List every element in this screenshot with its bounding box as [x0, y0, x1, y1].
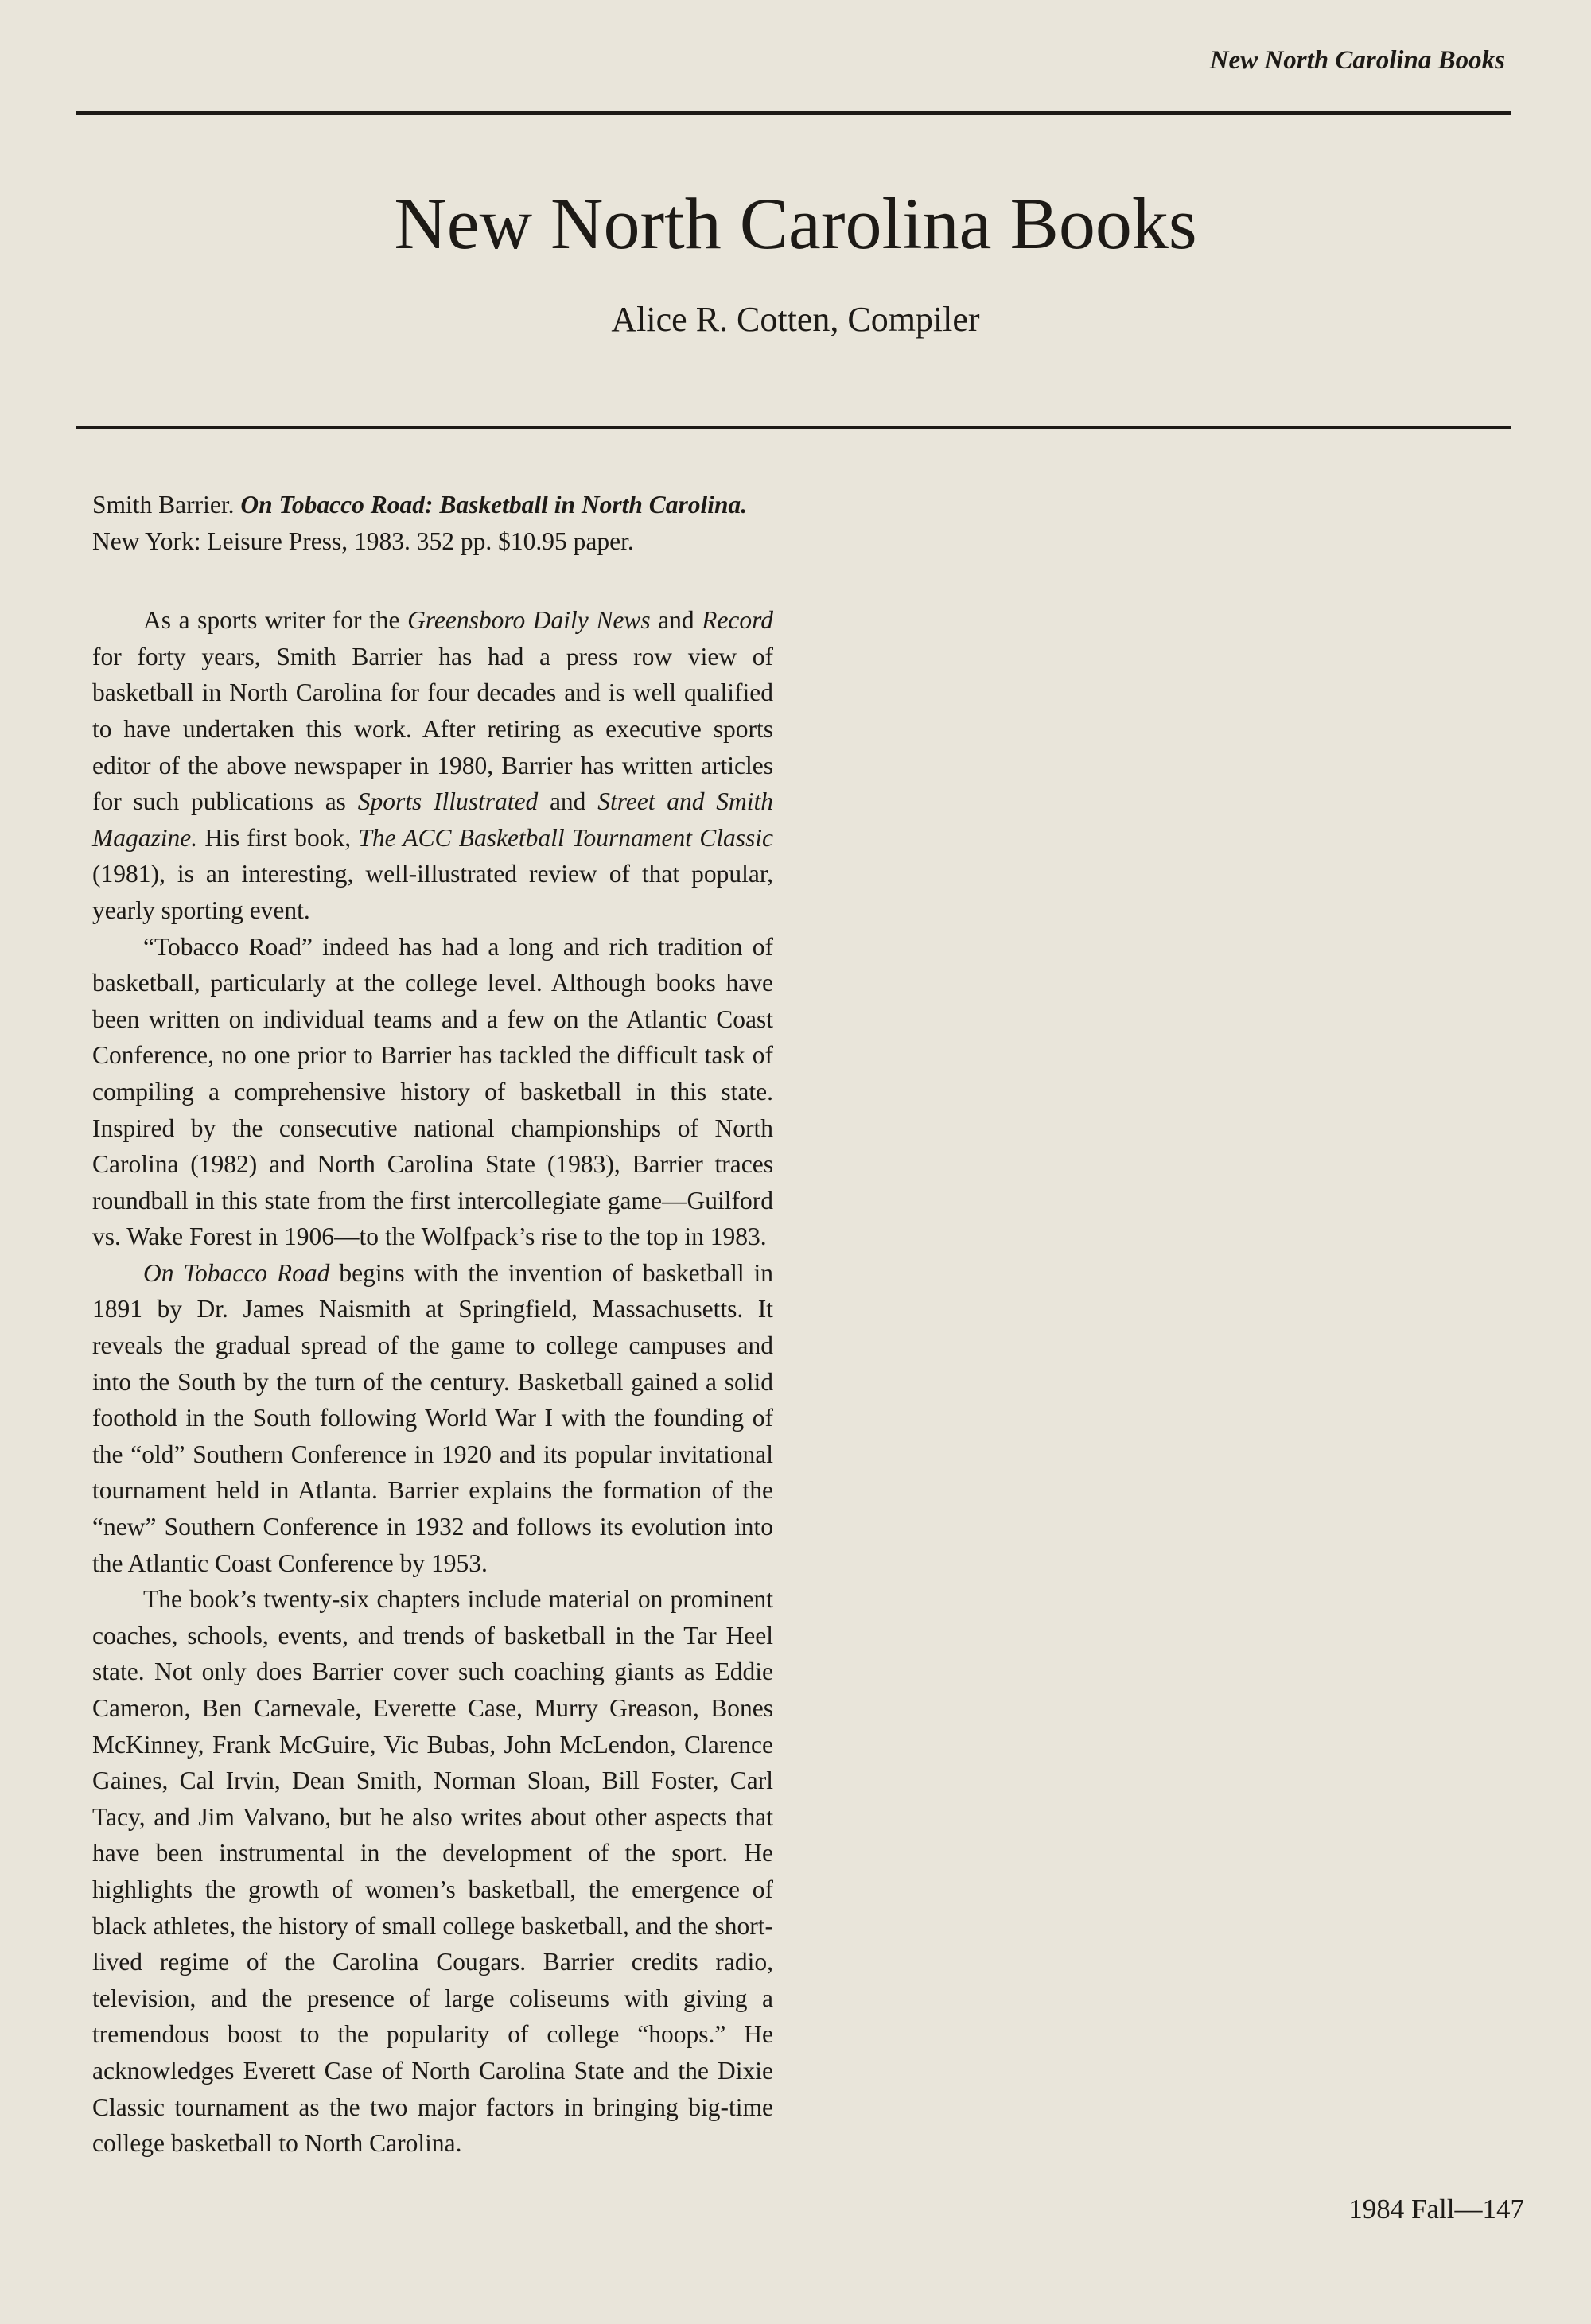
compiler-line: Alice R. Cotten, Compiler: [611, 300, 980, 339]
review1-details: New York: Leisure Press, 1983. 352 pp. $10.95 paper.: [92, 527, 634, 555]
review1-author: Smith Barrier.: [92, 491, 235, 519]
page-title: New North Carolina Books: [394, 183, 1197, 264]
review1-paragraph-4: The book’s twenty-six chapters include material on prominent coaches, schools, events, and trends of basketball in the Tar Heel state. Not only does Barrier cover such coaching giants as Eddie Cameron, Ben Carnevale, Everette Case, Murry Greason, Bones McKinney, Frank McGuire, Vic Bubas, John McLendon, Clarence Gaines, Cal Irvin, Dean Smith, Norman Sloan, Bill Foster, Carl Tacy, and Jim Valvano, but he also writes about other aspects that have been instrumental in the development of the sport. He highlights the growth of women’s basketball, the emergence of black athletes, the history of small college basketball, and the short-lived regime of the Carolina Cougars. Barrier credits radio, television, and the presence of large coliseums with giving a tremendous boost to the popularity of college “hoops.” He acknowledges Everett Case of North Carolina State and the Dixie Classic tournament as the two major factors in bringing big-time college basketball to North Carolina.: [92, 1585, 773, 2158]
review1-citation: [92, 487, 773, 559]
left-column: [92, 487, 773, 2162]
review1-paragraph-2: “Tobacco Road” indeed has had a long and rich tradition of basketball, particularly at the college level. Although books have been written on individual teams and a few on the Atlantic Coast Conference, no one prior to Barrier has tackled the difficult task of compiling a comprehensive history of basketball in this state. Inspired by the consecutive national championships of North Carolina (1982) and North Carolina State (1983), Barrier traces roundball in this state from the first intercollegiate game—Guilford vs. Wake Forest in 1906—to the Wolfpack’s rise to the top in 1983.: [92, 932, 773, 1251]
bottom-rule: [76, 426, 1511, 429]
review1-paragraph-3: On Tobacco Road begins with the invention of basketball in 1891 by Dr. James Naismith at Springfield, Massachusetts. It reveals the gradual spread of the game to college campuses and into the South by the turn of the century. Basketball gained a solid foothold in the South following World War I with the founding of the “old” Southern Conference in 1920 and its popular invitational tournament held in Atlanta. Barrier explains the formation of the “new” Southern Conference in 1932 and follows its evolution into the Atlantic Coast Conference by 1953.: [92, 1258, 773, 1577]
top-rule: [76, 111, 1511, 115]
review1-paragraph-1: As a sports writer for the Greensboro Daily News and Record for forty years, Smith Barrier has had a press row view of basketball in North Carolina for four decades and is well qualified to have undertaken this work. After retiring as executive sports editor of the above newspaper in 1980, Barrier has written articles for such publications as Sports Illustrated and Street and Smith Magazine. His first book, The ACC Basketball Tournament Classic (1981), is an interesting, well-illustrated review of that popular, yearly sporting event.: [92, 606, 773, 924]
review1-book-title: On Tobacco Road: Basketball in North Carolina.: [240, 491, 748, 519]
page-folio: 1984 Fall—147: [1348, 2194, 1524, 2225]
running-head: New North Carolina Books: [1209, 46, 1505, 75]
